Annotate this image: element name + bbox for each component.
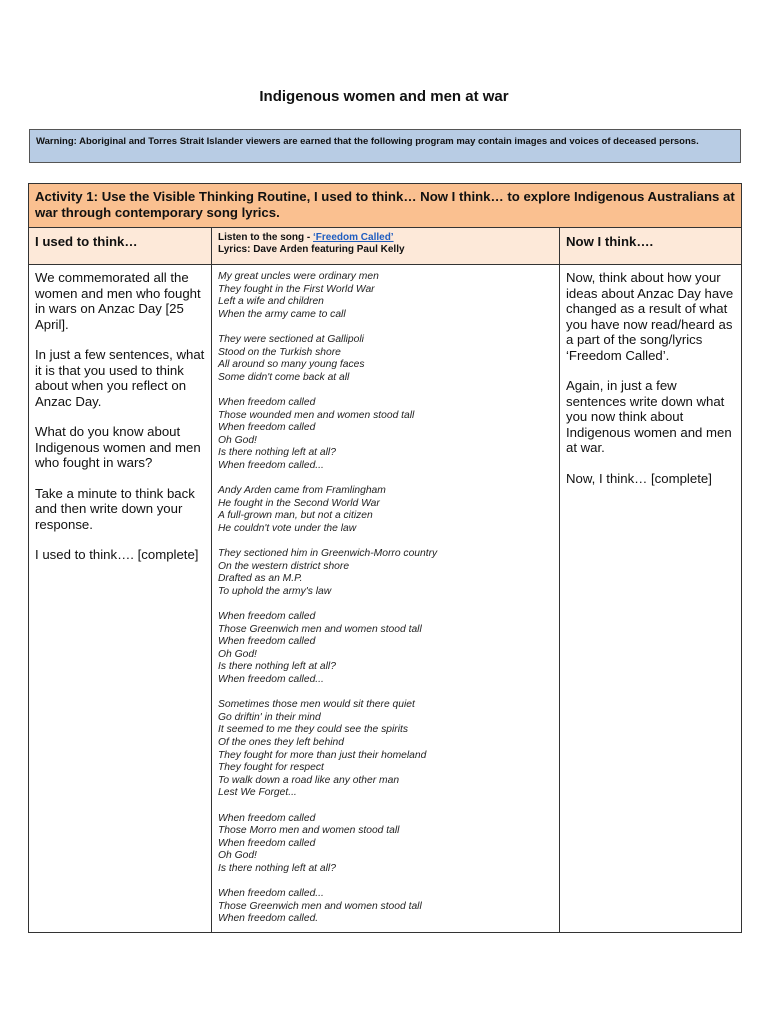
prompt-paragraph: I used to think…. [complete] — [35, 547, 199, 562]
used-to-think-column — [29, 265, 212, 932]
lyric-line: A full-grown man, but not a citizen — [218, 510, 373, 522]
lyric-line: Of the ones they left behind — [218, 736, 344, 748]
lyrics-stanza — [218, 888, 559, 926]
lyric-line: They fought for more than just their homeland — [218, 749, 427, 761]
lyric-line: All around so many young faces — [218, 359, 365, 371]
lyric-line: When freedom called... — [218, 888, 324, 900]
header-used-to-think: I used to think… — [29, 228, 212, 265]
lyric-line: When freedom called. — [218, 913, 319, 925]
lyric-line: Is there nothing left at all? — [218, 447, 336, 459]
lyric-line: When freedom called — [218, 812, 316, 824]
lyric-line: Stood on the Turkish shore — [218, 346, 341, 358]
prompt-paragraph: What do you know about Indigenous women and men who fought in wars? — [35, 424, 201, 470]
lyric-line: My great uncles were ordinary men — [218, 271, 379, 282]
lyrics-stanza — [218, 485, 559, 535]
lyric-line: They sectioned him in Greenwich-Morro country — [218, 548, 438, 560]
lyrics-stanza — [218, 334, 559, 384]
prompt-paragraph: Now, I think… [complete] — [566, 470, 712, 486]
lyric-line: Lest We Forget... — [218, 787, 297, 799]
lyric-line: When the army came to call — [218, 308, 346, 320]
lyric-line: Some didn't come back at all — [218, 371, 350, 383]
lyric-line: Left a wife and children — [218, 296, 324, 308]
lyric-line: To walk down a road like any other man — [218, 774, 400, 786]
lyric-line: Oh God! — [218, 850, 257, 862]
lyric-line: When freedom called — [218, 611, 316, 623]
song-link[interactable]: ‘Freedom Called’ — [313, 232, 394, 243]
song-prefix: Listen to the song - — [218, 232, 313, 243]
prompt-paragraph: In just a few sentences, what it is that you used to think about when you reflect on Anzac Day. — [35, 347, 205, 409]
lyrics-stanza — [218, 611, 559, 687]
lyrics-stanza — [218, 397, 559, 473]
lyric-line: When freedom called — [218, 396, 316, 408]
activity-table — [28, 183, 742, 933]
lyric-line: When freedom called — [218, 636, 316, 648]
lyrics-column — [212, 265, 560, 932]
lyric-line: To uphold the army's law — [218, 585, 332, 597]
lyric-line: Sometimes those men would sit there quiet — [218, 699, 415, 711]
lyric-line: It seemed to me they could see the spirits — [218, 724, 409, 736]
lyrics-stanza — [218, 699, 559, 800]
prompt-paragraph: Now, think about how your ideas about Anzac Day have changed as a result of what you have now read/heard as a part of the song/lyrics ‘Freedom Called’. — [566, 270, 734, 363]
lyric-line: Is there nothing left at all? — [218, 862, 336, 874]
page-title: Indigenous women and men at war — [259, 88, 509, 105]
lyric-line: They were sectioned at Gallipoli — [218, 333, 364, 345]
activity-heading: Activity 1: Use the Visible Thinking Routine, I used to think… Now I think… to explore Indigenous Australians at war through contemporary song lyrics. — [29, 184, 741, 228]
lyric-line: When freedom called — [218, 422, 316, 434]
lyric-line: Go driftin' in their mind — [218, 711, 321, 723]
header-song — [212, 228, 560, 265]
lyric-line: Oh God! — [218, 648, 257, 660]
lyrics-stanza — [218, 271, 559, 321]
lyric-line: Drafted as an M.P. — [218, 573, 303, 585]
lyric-line: When freedom called... — [218, 674, 324, 685]
prompt-paragraph: Take a minute to think back and then write down your response. — [35, 485, 195, 532]
lyric-line: He fought in the Second World War — [218, 497, 380, 509]
lyric-line: On the western district shore — [218, 560, 350, 572]
lyric-line: When freedom called... — [218, 459, 324, 471]
header-now-i-think: Now I think…. — [560, 228, 741, 265]
lyric-line: They fought in the First World War — [218, 283, 375, 295]
lyric-line: Andy Arden came from Framlingham — [218, 485, 386, 497]
lyric-line: Oh God! — [218, 434, 257, 446]
prompt-paragraph: Again, in just a few sentences write down what you now think about Indigenous women and men at war. — [566, 378, 732, 455]
lyrics-stanza — [218, 813, 559, 876]
lyric-line: Those Greenwich men and women stood tall — [218, 900, 422, 912]
warning-banner: Warning: Aboriginal and Torres Strait Islander viewers are earned that the following program may contain images and voices of deceased persons. — [29, 129, 741, 163]
lyric-line: He couldn't vote under the law — [218, 522, 357, 534]
lyric-line: When freedom called — [218, 837, 316, 849]
lyric-line: They fought for respect — [218, 762, 324, 774]
lyric-line: Those Greenwich men and women stood tall — [218, 623, 422, 635]
lyric-line: Those wounded men and women stood tall — [218, 409, 415, 421]
prompt-paragraph: We commemorated all the women and men who fought in wars on Anzac Day [25 April]. — [35, 270, 201, 332]
now-i-think-column — [560, 265, 741, 932]
lyrics-credit: Lyrics: Dave Arden featuring Paul Kelly — [218, 244, 405, 255]
lyric-line: Those Morro men and women stood tall — [218, 825, 400, 837]
lyrics-stanza — [218, 548, 559, 598]
lyric-line: Is there nothing left at all? — [218, 661, 336, 673]
